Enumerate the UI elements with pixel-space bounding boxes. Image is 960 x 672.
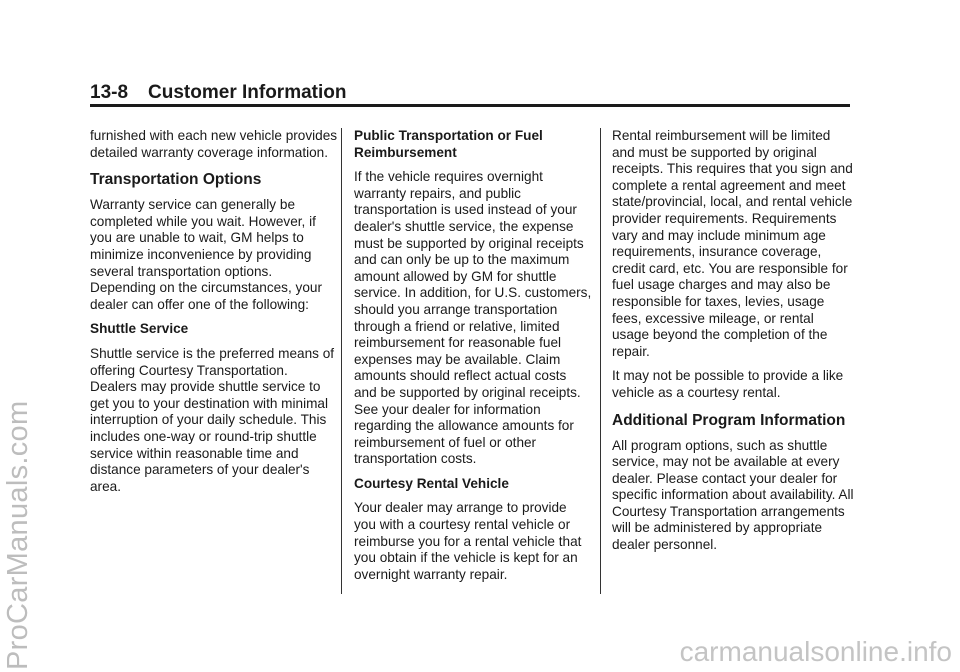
watermark-bottom: carmanualsonline.info <box>679 636 952 667</box>
column-2 <box>354 128 592 591</box>
shuttle-service-heading: Shuttle Service <box>90 321 189 337</box>
rental-reimbursement-paragraph: Rental reimbursement will be limited and must be supported by original receipts. This requires that you sign and complete a rental agreement and meet state/provincial, local, and rental vehicle provider requirements. Requirements vary and may include minimum age requirements, insurance coverage, credit card, etc. You are responsible for fuel usage charges and may also be responsible for taxes, levies, usage fees, excessive mileage, or rental usage beyond the completion of the repair. <box>612 128 853 359</box>
shuttle-service-paragraph: Shuttle service is the preferred means of offering Courtesy Transportation. Dealers may provide shuttle service to get you to your destination with minimal interruption of your daily schedule. This includes one-way or round-trip shuttle service within reasonable time and distance parameters of your dealer's area. <box>90 345 335 494</box>
like-vehicle-paragraph: It may not be possible to provide a like vehicle as a courtesy rental. <box>612 368 844 400</box>
intro-paragraph: furnished with each new vehicle provides detailed warranty coverage information. <box>90 128 338 160</box>
courtesy-rental-paragraph: Your dealer may arrange to provide you with a courtesy rental vehicle or reimburse you for a rental vehicle that you obtain if the vehicle is kept for an overnight warranty repair. <box>354 500 582 582</box>
courtesy-rental-heading: Courtesy Rental Vehicle <box>354 475 509 491</box>
additional-program-heading: Additional Program Information <box>612 411 846 429</box>
transportation-options-heading: Transportation Options <box>90 171 262 189</box>
column-divider-2 <box>600 128 601 594</box>
transportation-options-paragraph: Warranty service can generally be completed while you wait. However, if you are unable to wait, GM helps to minimize inconvenience by providing several transportation options. Depending on the circumstances, your dealer can offer one of the following: <box>90 197 322 312</box>
page-header <box>90 82 346 104</box>
watermark-left: ProCarManuals.com <box>2 400 34 670</box>
additional-program-paragraph: All program options, such as shuttle service, may not be available at every dealer. Please contact your dealer for specific information about availability. All Courtesy Transportation arrangements will be administered by appropriate dealer personnel. <box>612 437 854 553</box>
section-title: Customer Information <box>148 82 347 103</box>
column-divider-1 <box>341 128 342 594</box>
public-transportation-heading: Public Transportation or Fuel Reimbursement <box>354 128 543 160</box>
header-rule <box>90 104 850 107</box>
column-1 <box>90 128 338 503</box>
public-transportation-paragraph: If the vehicle requires overnight warranty repairs, and public transportation is used instead of your dealer's shuttle service, the expense must be supported by original receipts and can only be up to the maximum amount allowed by GM for shuttle service. In addition, for U.S. customers, should you arrange transportation through a friend or relative, limited reimbursement for reasonable fuel expenses may be available. Claim amounts should reflect actual costs and be supported by original receipts. See your dealer for information regarding the allowance amounts for reimbursement of fuel or other transportation costs. <box>354 169 592 467</box>
column-3 <box>612 128 854 562</box>
page-number: 13-8 <box>90 82 129 103</box>
